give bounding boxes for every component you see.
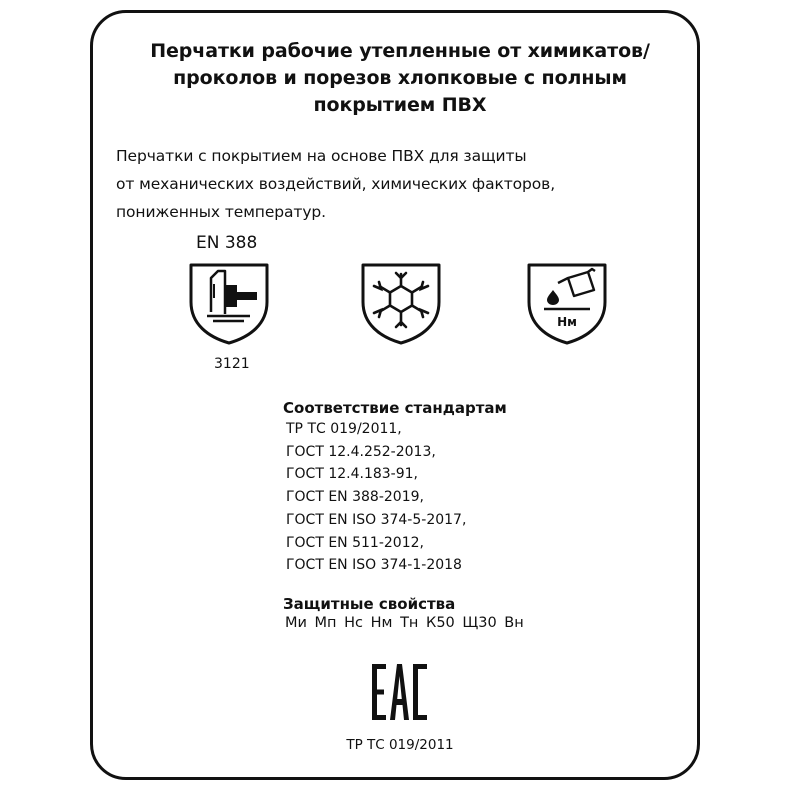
product-title-line-2: проколов и порезов хлопковые с полным: [173, 67, 627, 89]
list-item: ГОСТ EN ISO 374-1-2018: [286, 557, 462, 574]
standards-list: [286, 418, 466, 577]
list-item: ГОСТ EN ISO 374-5-2017,: [286, 511, 467, 528]
list-item: ГОСТ EN 511-2012,: [286, 534, 424, 551]
en388-label: EN 388: [196, 233, 258, 253]
cold-snowflake-icon: [360, 262, 442, 346]
description-line-1: Перчатки с покрытием на основе ПВХ для защиты: [116, 147, 527, 165]
description-line-3: пониженных температур.: [116, 203, 326, 221]
eac-certification-mark-icon: [368, 660, 432, 724]
list-item: ТР ТС 019/2011,: [286, 421, 402, 437]
protective-properties-heading: Защитные свойства: [283, 595, 456, 613]
protective-properties-codes: Ми Мп Нс Нм Тн К50 Щ30 Вн: [285, 615, 524, 631]
product-title: [0, 38, 800, 119]
en388-rating: 3121: [214, 356, 250, 372]
list-item: ГОСТ 12.4.252-2013,: [286, 443, 436, 460]
mechanical-risk-hammer-icon: [188, 262, 270, 346]
product-title-line-1: Перчатки рабочие утепленные от химикатов/: [150, 40, 650, 62]
list-item: ГОСТ EN 388-2019,: [286, 489, 424, 506]
standards-heading: Соответствие стандартам: [283, 399, 507, 417]
list-item: ГОСТ 12.4.183-91,: [286, 466, 418, 483]
chemical-risk-flask-icon: [526, 262, 608, 346]
product-title-line-3: покрытием ПВХ: [313, 94, 487, 116]
product-description: [116, 142, 555, 226]
chemical-icon-label: Нм: [557, 315, 577, 329]
certification-caption: ТР ТС 019/2011: [346, 737, 454, 753]
description-line-2: от механических воздействий, химических факторов,: [116, 175, 556, 193]
